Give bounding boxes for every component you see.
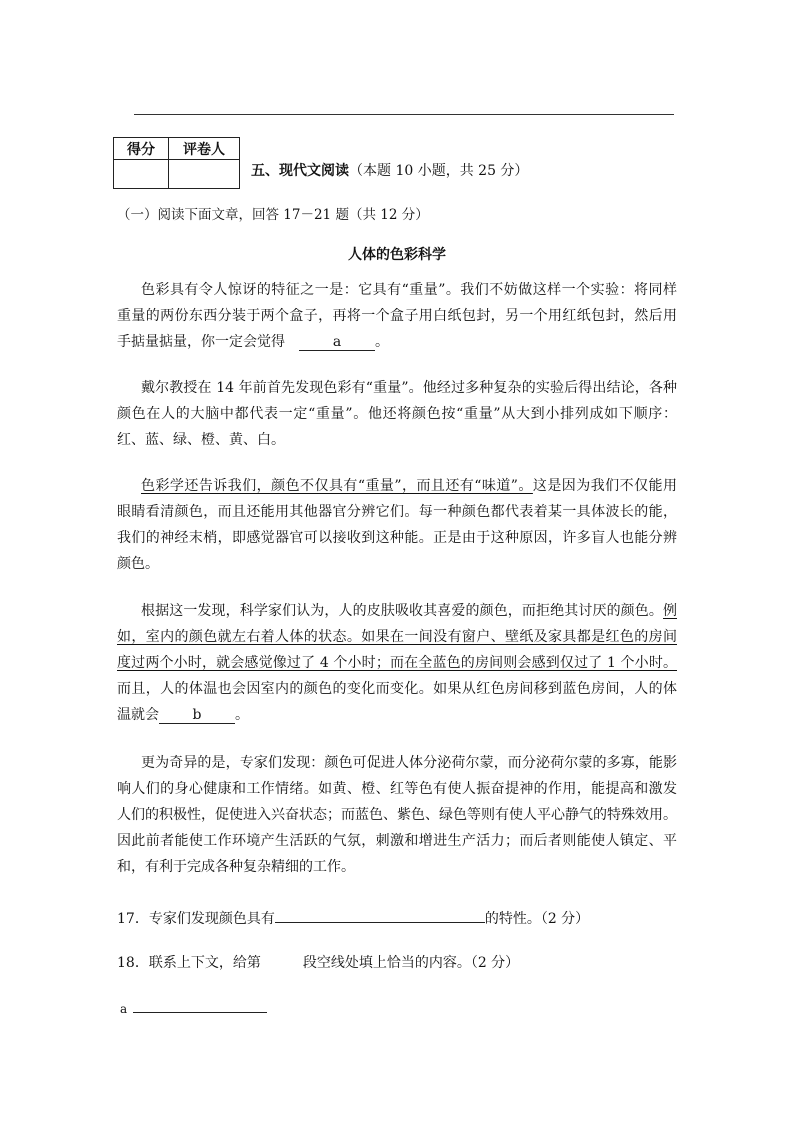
question-text: 18．联系上下文，给第 (117, 955, 261, 971)
underlined-sentence: 度过两个小时，就会感觉像过了 4 个小时；而在全蓝色的房间则会感到仅过了 1 个小时。 (117, 655, 677, 671)
grader-cell[interactable] (169, 160, 240, 189)
paragraph-line (117, 329, 677, 355)
paragraph-text: 根据这一发现，科学家们认为，人的皮肤吸收其喜爱的颜色，而拒绝其讨厌的颜色。 (141, 603, 663, 619)
underlined-sentence: 如，室内的颜色就左右着人体的状态。如果在一间没有窗户、壁纸及家具都是红色的房间 (117, 629, 677, 645)
paragraph-line (117, 624, 677, 650)
answer-a-label: a (120, 1002, 128, 1016)
paragraph-line: 更为奇异的是，专家们发现：颜色可促进人体分泌荷尔蒙，而分泌荷尔蒙的多寡，能影 (141, 755, 677, 771)
underlined-sentence: 例 (663, 603, 677, 619)
section-heading: 五、现代文阅读 (251, 163, 349, 179)
paragraph-2 (117, 375, 677, 453)
paragraph-5 (117, 750, 677, 880)
paragraph-line: 红、蓝、绿、橙、黄、白。 (117, 432, 285, 448)
question-text: 段空线处填上恰当的内容。（2 分） (302, 955, 520, 971)
header-rule (134, 114, 674, 115)
paragraph-line: 颜色。 (117, 556, 159, 572)
paragraph-4 (117, 598, 677, 728)
paragraph-1 (117, 277, 677, 355)
underlined-sentence: 色彩学还告诉我们，颜色不仅具有“重量”，而且还有“味道”。 (141, 478, 533, 494)
paragraph-line: 眼睛看清颜色，而且还能用其他器官分辨它们。每一种颜色都代表着某一具体波长的能， (117, 504, 677, 520)
answer-a (120, 1000, 267, 1016)
section-title (251, 160, 528, 180)
paragraph-line: 和，有利于完成各种复杂精细的工作。 (117, 859, 355, 875)
paragraph-text: 这是因为我们不仅能用 (532, 478, 677, 494)
answer-a-line[interactable] (133, 1000, 267, 1013)
question-text: 的特性。（2 分） (484, 911, 590, 927)
question-text: 17．专家们发现颜色具有 (117, 911, 275, 927)
score-header: 得分 (114, 138, 169, 160)
paragraph-line: 响人们的身心健康和工作情绪。如黄、橙、红等色有使人振奋提神的作用，能提高和激发 (117, 781, 677, 797)
paragraph-line: 戴尔教授在 14 年前首先发现色彩有“重量”。他经过多种复杂的实验后得出结论，各种 (141, 380, 677, 396)
paragraph-text: 。 (235, 707, 249, 723)
section-meta: （本题 10 小题，共 25 分） (349, 163, 529, 179)
answer-line-17[interactable] (275, 906, 485, 923)
paragraph-3 (117, 473, 677, 577)
paragraph-text: 温就会 (117, 707, 159, 723)
article-title: 人体的色彩科学 (348, 247, 446, 263)
paragraph-line: 因此前者能使工作环境产生活跃的气氛，刺激和增进生产活力；而后者则能使人镇定、平 (117, 833, 677, 849)
paragraph-line (117, 598, 677, 624)
paragraph-line (117, 473, 677, 499)
sub-intro: （一）阅读下面文章，回答 17－21 题（共 12 分） (117, 207, 429, 223)
blank-b[interactable]: b (159, 707, 235, 724)
blank-a[interactable]: a (299, 334, 375, 351)
paragraph-line: 我们的神经末梢，即感觉器官可以接收到这种能。正是由于这种原因，许多盲人也能分辨 (117, 530, 677, 546)
paragraph-line: 重量的两份东西分装于两个盒子，再将一个盒子用白纸包封，另一个用红纸包封，然后用 (117, 308, 677, 324)
paragraph-text: 。 (375, 334, 389, 350)
paragraph-line: 而且，人的体温也会因室内的颜色的变化而变化。如果从红色房间移到蓝色房间，人的体 (117, 681, 677, 697)
paragraph-line: 色彩具有令人惊讶的特征之一是：它具有“重量”。我们不妨做这样一个实验：将同样 (141, 282, 677, 298)
question-17 (117, 906, 589, 928)
grading-table (113, 137, 240, 189)
paragraph-line: 人们的积极性，促使进入兴奋状态；而蓝色、紫色、绿色等则有使人平心静气的特殊效用。 (117, 807, 677, 823)
paragraph-line: 颜色在人的大脑中都代表一定“重量”。他还将颜色按“重量”从大到小排列成如下顺序： (117, 406, 677, 422)
paragraph-line (117, 650, 677, 676)
paragraph-line (117, 702, 677, 728)
score-cell[interactable] (114, 160, 169, 189)
question-18 (117, 952, 519, 972)
grader-header: 评卷人 (169, 138, 240, 160)
paragraph-text: 手掂量掂量，你一定会觉得 (117, 334, 285, 350)
